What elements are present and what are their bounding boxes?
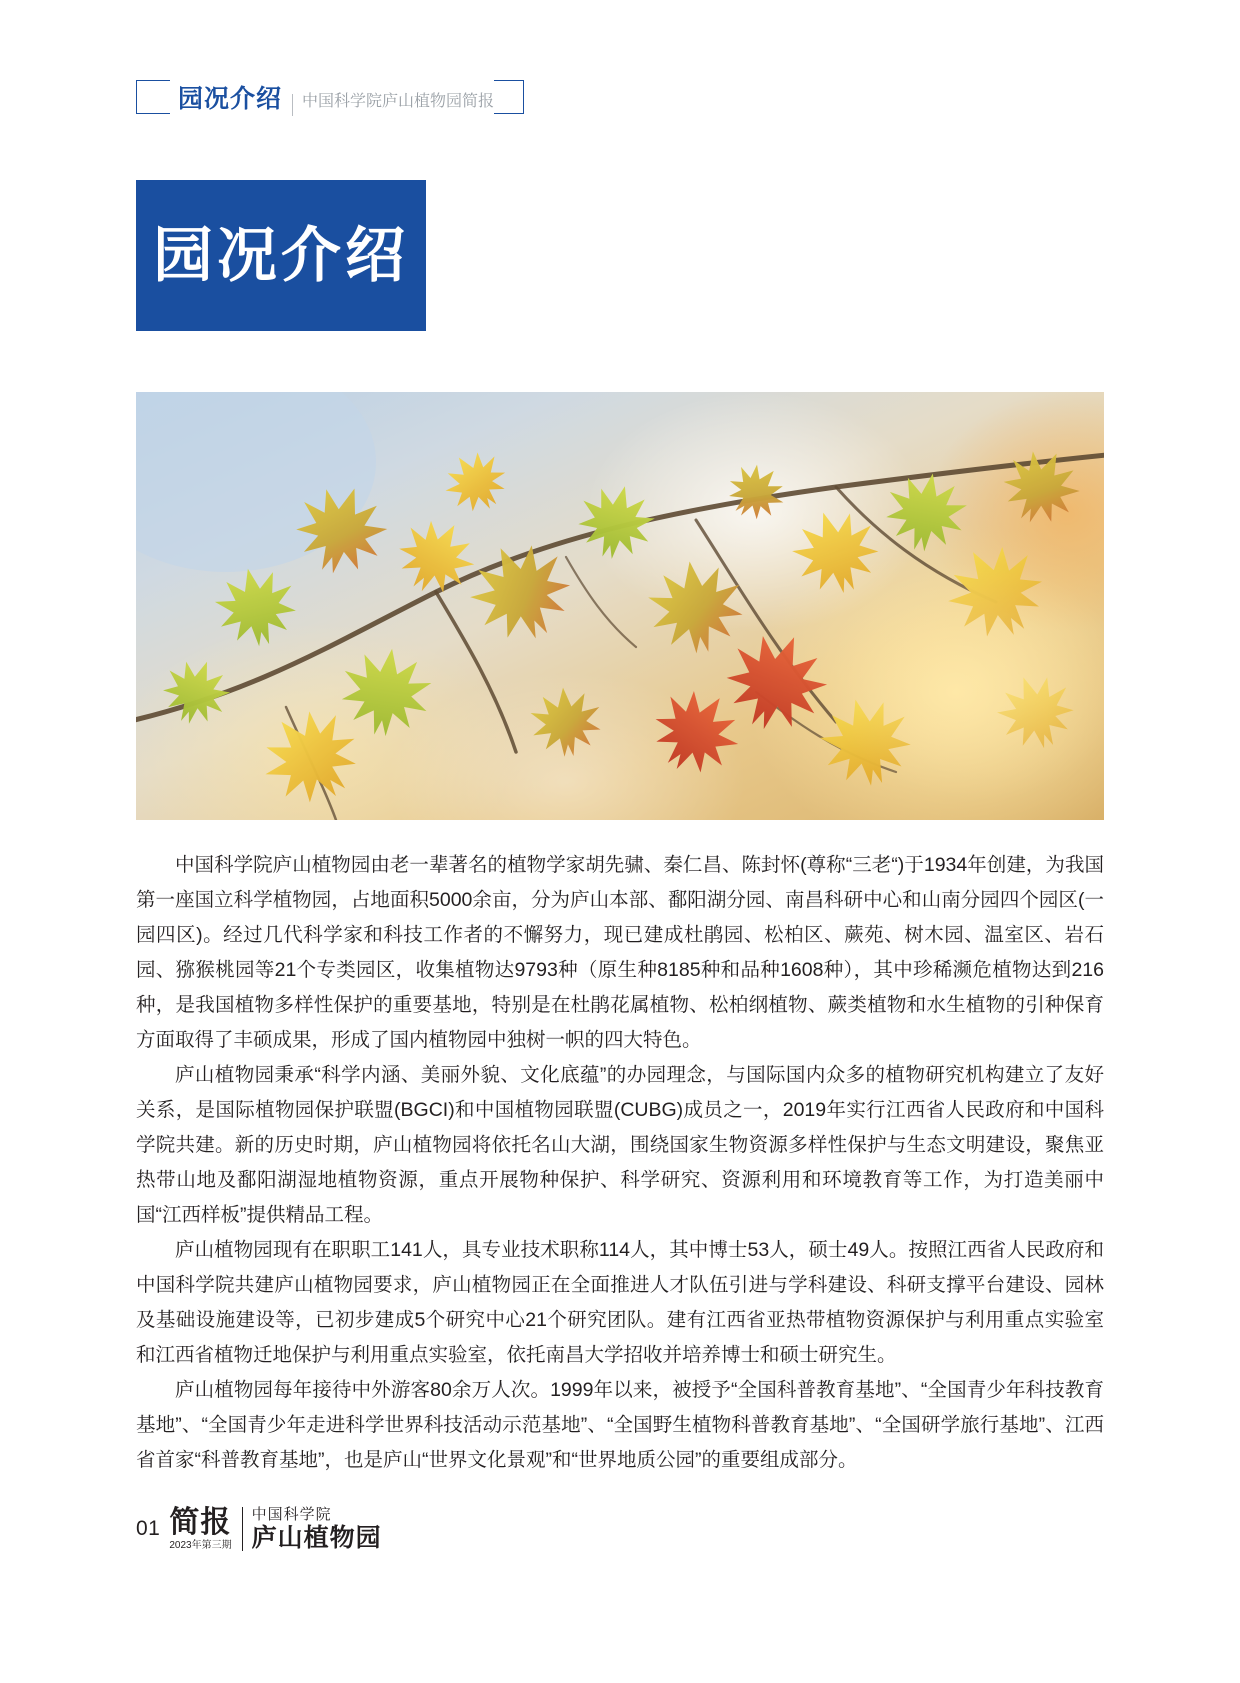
footer-divider <box>242 1507 243 1551</box>
page-number: 01 <box>136 1517 161 1540</box>
footer-mark <box>169 1505 232 1551</box>
footer-org-garden: 庐山植物园 <box>251 1523 382 1552</box>
footer-issue: 2023年第三期 <box>169 1539 232 1551</box>
paragraph: 庐山植物园秉承“科学内涵、美丽外貌、文化底蕴”的办园理念，与国际国内众多的植物研究机构建立了友好关系，是国际植物园保护联盟(BGCI)和中国植物园联盟(CUBG)成员之一，2019年实行江西省人民政府和中国科学院共建。新的历史时期，庐山植物园将依托名山大湖，围绕国家生物资源多样性保护与生态文明建设，聚焦亚热带山地及鄱阳湖湿地植物资源，重点开展物种保护、科学研究、资源利用和环境教育等工作，为打造美丽中国“江西样板”提供精品工程。 <box>136 1064 1104 1226</box>
page-header <box>136 74 524 116</box>
page-footer <box>136 1502 382 1556</box>
paragraph: 庐山植物园现有在职职工141人，具专业技术职称114人，其中博士53人，硕士49人。按照江西省人民政府和中国科学院共建庐山植物园要求，庐山植物园正在全面推进人才队伍引进与学科建设、科研支撑平台建设、园林及基础设施建设等，已初步建成5个研究中心21个研究团队。建有江西省亚热带植物资源保护与利用重点实验室和江西省植物迁地保护与利用重点实验室，依托南昌大学招收并培养博士和硕士研究生。 <box>136 1239 1104 1366</box>
article-body <box>136 848 1104 1478</box>
hero-image <box>136 392 1104 820</box>
paragraph: 庐山植物园每年接待中外游客80余万人次。1999年以来，被授予“全国科普教育基地”、“全国青少年科技教育基地”、“全国青少年走进科学世界科技活动示范基地”、“全国野生植物科普教育基地”、“全国研学旅行基地”、江西省首家“科普教育基地”，也是庐山“世界文化景观”和“世界地质公园”的重要组成部分。 <box>136 1379 1104 1471</box>
section-title-text: 园况介绍 <box>153 221 409 289</box>
section-title-block <box>136 180 426 331</box>
header-bracket-right-icon <box>494 80 524 114</box>
footer-mark-title: 简报 <box>169 1505 232 1539</box>
header-bracket-left-icon <box>136 80 170 114</box>
footer-org-cas: 中国科学院 <box>251 1505 332 1523</box>
footer-organization <box>252 1506 382 1553</box>
paragraph: 中国科学院庐山植物园由老一辈著名的植物学家胡先骕、秦仁昌、陈封怀(尊称“三老“)于1934年创建，为我国第一座国立科学植物园，占地面积5000余亩，分为庐山本部、鄱阳湖分园、南昌科研中心和山南分园四个园区(一园四区)。经过几代科学家和科技工作者的不懈努力，现已建成杜鹃园、松柏区、蕨苑、树木园、温室区、岩石园、猕猴桃园等21个专类园区，收集植物达9793种（原生种8185种和品种1608种），其中珍稀濒危植物达到216种，是我国植物多样性保护的重要基地，特别是在杜鹃花属植物、松柏纲植物、蕨类植物和水生植物的引种保育方面取得了丰硕成果，形成了国内植物园中独树一帜的四大特色。 <box>136 854 1104 1051</box>
header-subtitle: 中国科学院庐山植物园简报 <box>292 94 494 116</box>
header-title: 园况介绍 <box>178 85 283 113</box>
